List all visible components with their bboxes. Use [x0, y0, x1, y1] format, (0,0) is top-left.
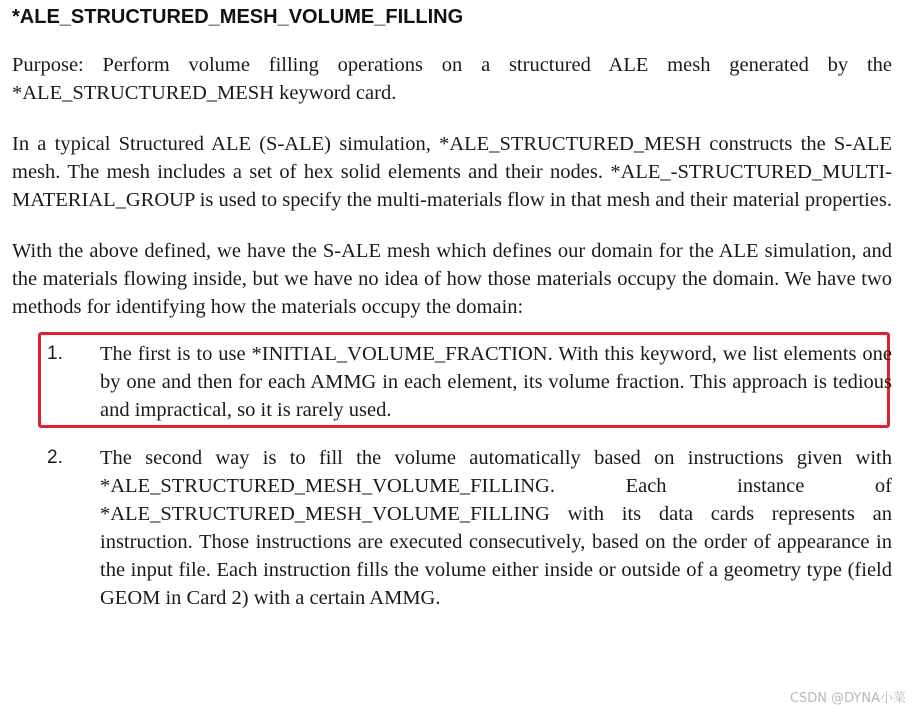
- methods-list: [12, 340, 892, 612]
- intro-paragraph: In a typical Structured ALE (S-ALE) simulation, *ALE_STRUCTURED_MESH constructs the S-ALE mesh. The mesh includes a set of hex solid elements and their nodes. *ALE_-STRUCTURED_MULTI-MATERIAL_GROUP is used to specify the multi-materials flow in that mesh and their material properties.: [12, 133, 892, 211]
- methods-paragraph: With the above defined, we have the S-ALE mesh which defines our domain for the ALE simulation, and the materials flowing inside, but we have no idea of how those materials occupy the domain. We have two methods for identifying how the materials occupy the domain:: [12, 240, 892, 318]
- list-item-number: 1.: [47, 343, 63, 364]
- list-item-text: The second way is to fill the volume automatically based on instructions given with *ALE_STRUCTURED_MESH_VOLUME_FILLING. Each instance of *ALE_STRUCTURED_MESH_VOLUME_FILLING with its data cards represents an instruction. Those instructions are executed consecutively, based on the order of appearance in the input file. Each instruction fills the volume either inside or outside of a geometry type (field GEOM in Card 2) with a certain AMMG.: [100, 447, 892, 609]
- list-item-text: The first is to use *INITIAL_VOLUME_FRACTION. With this keyword, we list elements one by one and then for each AMMG in each element, its volume fraction. This approach is tedious and impractical, so it is rarely used.: [100, 343, 892, 421]
- list-item-number: 2.: [47, 447, 63, 468]
- document-page: [12, 0, 892, 612]
- purpose-paragraph: Purpose: Perform volume filling operations on a structured ALE mesh generated by the *ALE_STRUCTURED_MESH keyword card.: [12, 54, 892, 104]
- list-item: [12, 340, 892, 424]
- watermark: CSDN @DYNA小菜: [789, 691, 906, 706]
- keyword-title: *ALE_STRUCTURED_MESH_VOLUME_FILLING: [12, 6, 464, 28]
- list-item: [12, 444, 892, 612]
